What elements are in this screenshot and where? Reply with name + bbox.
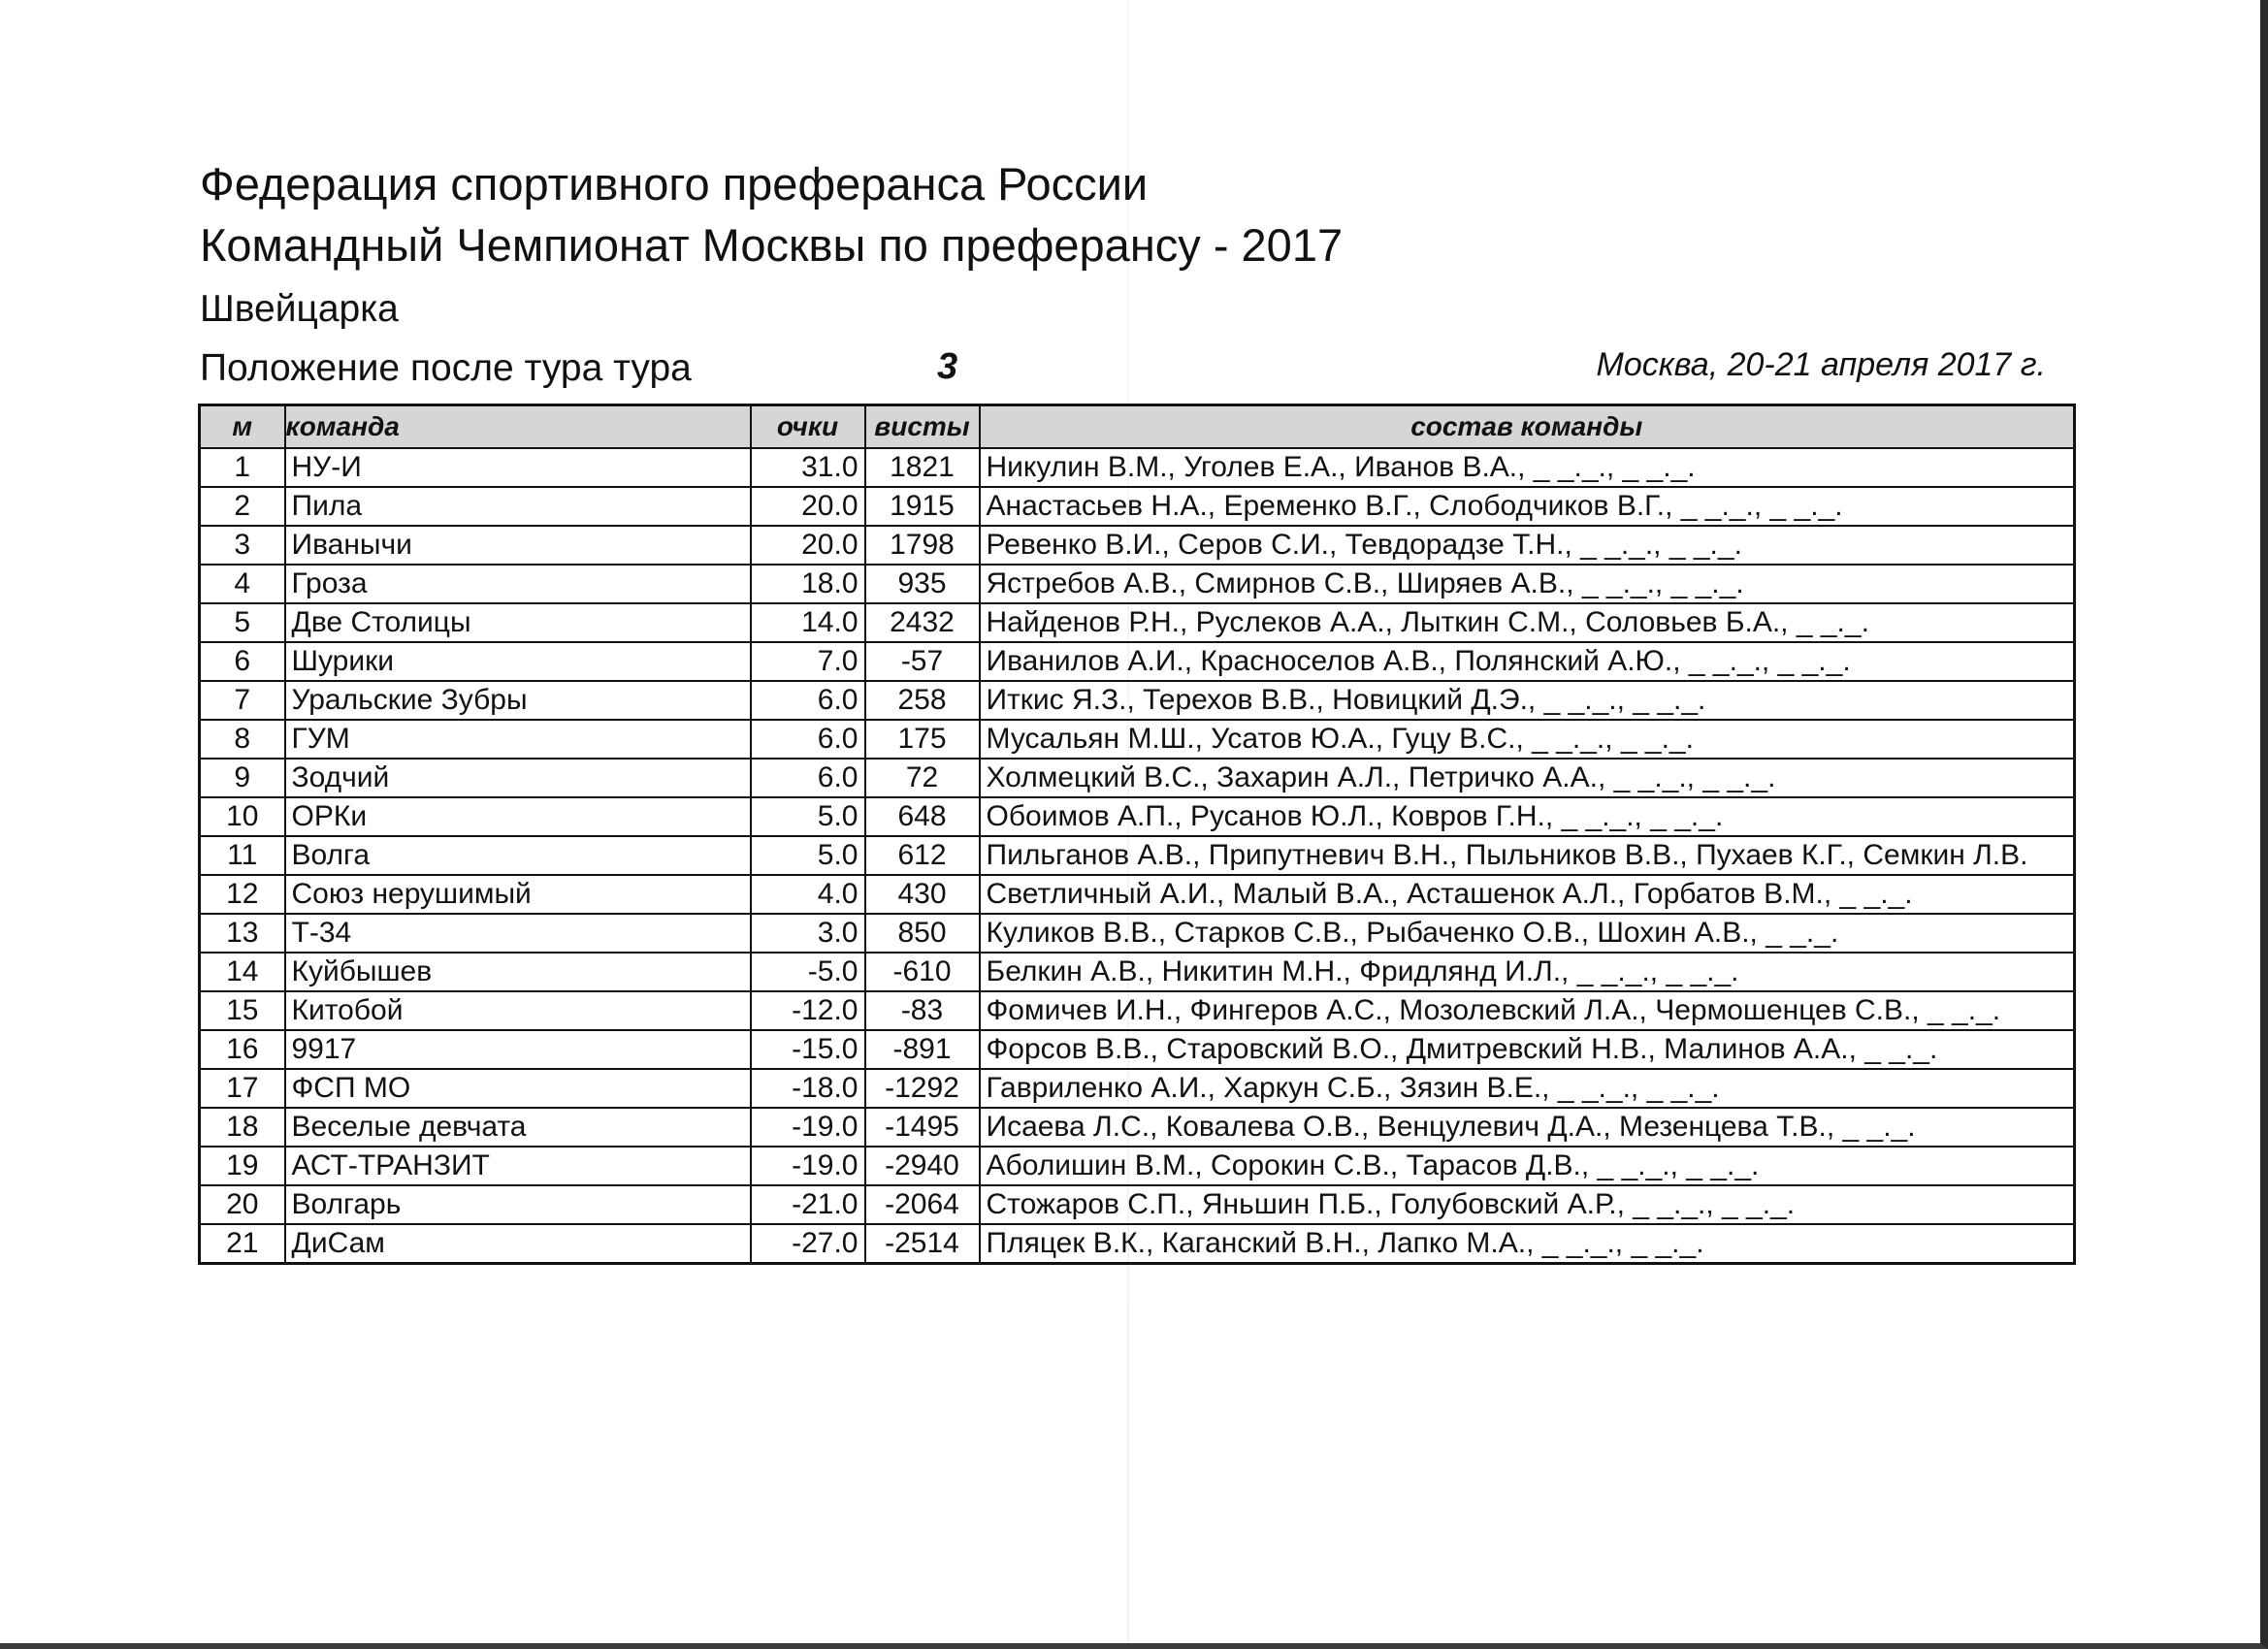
place-date: Москва, 20-21 апреля 2017 г. xyxy=(1596,346,2046,383)
round-number: 3 xyxy=(937,346,958,387)
standing-label: Положение после тура тура xyxy=(200,347,692,389)
team-cell: Уральские Зубры xyxy=(285,681,751,720)
whists-cell: -2064 xyxy=(865,1185,980,1224)
team-cell: Пила xyxy=(285,487,751,526)
table-row xyxy=(200,836,2075,875)
team-cell: Куйбышев xyxy=(285,953,751,991)
team-cell: ДиСам xyxy=(285,1224,751,1264)
members-cell: Белкин А.В., Никитин М.Н., Фридлянд И.Л., _ _._., _ _._. xyxy=(980,953,2075,991)
points-cell: -19.0 xyxy=(751,1108,865,1147)
whists-cell: 1798 xyxy=(865,526,980,565)
table-row xyxy=(200,565,2075,603)
team-cell: НУ-И xyxy=(285,448,751,487)
team-cell: АСТ-ТРАНЗИТ xyxy=(285,1147,751,1185)
points-cell: 4.0 xyxy=(751,875,865,914)
rank-cell: 19 xyxy=(200,1147,285,1185)
whists-cell: 935 xyxy=(865,565,980,603)
team-cell: Две Столицы xyxy=(285,603,751,642)
rank-cell: 15 xyxy=(200,991,285,1030)
rank-cell: 7 xyxy=(200,681,285,720)
whists-cell: -1495 xyxy=(865,1108,980,1147)
whists-cell: -610 xyxy=(865,953,980,991)
rank-cell: 10 xyxy=(200,797,285,836)
rank-cell: 12 xyxy=(200,875,285,914)
rank-cell: 18 xyxy=(200,1108,285,1147)
table-row xyxy=(200,914,2075,953)
rank-cell: 1 xyxy=(200,448,285,487)
team-cell: Шурики xyxy=(285,642,751,681)
team-cell: Веселые девчата xyxy=(285,1108,751,1147)
organization-title: Федерация спортивного преферанса России xyxy=(200,158,1149,210)
header-row xyxy=(200,405,2075,449)
whists-cell: 72 xyxy=(865,759,980,797)
points-cell: -18.0 xyxy=(751,1069,865,1108)
table-row xyxy=(200,1185,2075,1224)
rank-cell: 2 xyxy=(200,487,285,526)
team-cell: ОРКи xyxy=(285,797,751,836)
table-row xyxy=(200,603,2075,642)
points-cell: -21.0 xyxy=(751,1185,865,1224)
table-row xyxy=(200,448,2075,487)
col-header-team: команда xyxy=(285,405,751,449)
team-cell: Волгарь xyxy=(285,1185,751,1224)
rank-cell: 9 xyxy=(200,759,285,797)
team-cell: Волга xyxy=(285,836,751,875)
rank-cell: 17 xyxy=(200,1069,285,1108)
table-row xyxy=(200,875,2075,914)
members-cell: Иванилов А.И., Красноселов А.В., Полянский А.Ю., _ _._., _ _._. xyxy=(980,642,2075,681)
whists-cell: -2940 xyxy=(865,1147,980,1185)
whists-cell: 1915 xyxy=(865,487,980,526)
col-header-members: состав команды xyxy=(980,405,2075,449)
whists-cell: -1292 xyxy=(865,1069,980,1108)
team-cell: ГУМ xyxy=(285,720,751,759)
points-cell: -19.0 xyxy=(751,1147,865,1185)
members-cell: Исаева Л.С., Ковалева О.В., Венцулевич Д.А., Мезенцева Т.В., _ _._. xyxy=(980,1108,2075,1147)
members-cell: Анастасьев Н.А., Еременко В.Г., Слободчиков В.Г., _ _._., _ _._. xyxy=(980,487,2075,526)
table-row xyxy=(200,953,2075,991)
rank-cell: 20 xyxy=(200,1185,285,1224)
points-cell: -15.0 xyxy=(751,1030,865,1069)
members-cell: Стожаров С.П., Яньшин П.Б., Голубовский А.Р., _ _._., _ _._. xyxy=(980,1185,2075,1224)
standings-table xyxy=(198,404,2076,1265)
team-cell: ФСП МО xyxy=(285,1069,751,1108)
col-header-rank: м xyxy=(200,405,285,449)
whists-cell: 648 xyxy=(865,797,980,836)
team-cell: Гроза xyxy=(285,565,751,603)
points-cell: 3.0 xyxy=(751,914,865,953)
table-row xyxy=(200,1108,2075,1147)
rank-cell: 21 xyxy=(200,1224,285,1264)
whists-cell: 1821 xyxy=(865,448,980,487)
points-cell: 7.0 xyxy=(751,642,865,681)
members-cell: Мусальян М.Ш., Усатов Ю.А., Гуцу В.С., _ _._., _ _._. xyxy=(980,720,2075,759)
col-header-whists: висты xyxy=(865,405,980,449)
rank-cell: 3 xyxy=(200,526,285,565)
whists-cell: 2432 xyxy=(865,603,980,642)
members-cell: Форсов В.В., Старовский В.О., Дмитревский Н.В., Малинов А.А., _ _._. xyxy=(980,1030,2075,1069)
points-cell: -12.0 xyxy=(751,991,865,1030)
members-cell: Куликов В.В., Старков С.В., Рыбаченко О.В., Шохин А.В., _ _._. xyxy=(980,914,2075,953)
rank-cell: 6 xyxy=(200,642,285,681)
rank-cell: 4 xyxy=(200,565,285,603)
members-cell: Фомичев И.Н., Фингеров А.С., Мозолевский Л.А., Чермошенцев С.В., _ _._. xyxy=(980,991,2075,1030)
members-cell: Найденов Р.Н., Руслеков А.А., Лыткин С.М., Соловьев Б.А., _ _._. xyxy=(980,603,2075,642)
whists-cell: 612 xyxy=(865,836,980,875)
rank-cell: 11 xyxy=(200,836,285,875)
whists-cell: -83 xyxy=(865,991,980,1030)
rank-cell: 8 xyxy=(200,720,285,759)
members-cell: Иткис Я.З., Терехов В.В., Новицкий Д.Э., _ _._., _ _._. xyxy=(980,681,2075,720)
team-cell: Т-34 xyxy=(285,914,751,953)
points-cell: 18.0 xyxy=(751,565,865,603)
table-row xyxy=(200,759,2075,797)
points-cell: 20.0 xyxy=(751,487,865,526)
points-cell: -5.0 xyxy=(751,953,865,991)
table-row xyxy=(200,1069,2075,1108)
whists-cell: -2514 xyxy=(865,1224,980,1264)
points-cell: -27.0 xyxy=(751,1224,865,1264)
members-cell: Гавриленко А.И., Харкун С.Б., Зязин В.Е., _ _._., _ _._. xyxy=(980,1069,2075,1108)
table-row xyxy=(200,991,2075,1030)
table-row xyxy=(200,797,2075,836)
whists-cell: 175 xyxy=(865,720,980,759)
team-cell: Иванычи xyxy=(285,526,751,565)
members-cell: Аболишин В.М., Сорокин С.В., Тарасов Д.В., _ _._., _ _._. xyxy=(980,1147,2075,1185)
team-cell: Зодчий xyxy=(285,759,751,797)
points-cell: 6.0 xyxy=(751,720,865,759)
members-cell: Ястребов А.В., Смирнов С.В., Ширяев А.В., _ _._., _ _._. xyxy=(980,565,2075,603)
whists-cell: -57 xyxy=(865,642,980,681)
table-row xyxy=(200,487,2075,526)
members-cell: Светличный А.И., Малый В.А., Асташенок А.Л., Горбатов В.М., _ _._. xyxy=(980,875,2075,914)
whists-cell: -891 xyxy=(865,1030,980,1069)
points-cell: 5.0 xyxy=(751,797,865,836)
rank-cell: 14 xyxy=(200,953,285,991)
members-cell: Никулин В.М., Уголев Е.А., Иванов В.А., _ _._., _ _._. xyxy=(980,448,2075,487)
team-cell: Союз нерушимый xyxy=(285,875,751,914)
whists-cell: 430 xyxy=(865,875,980,914)
rank-cell: 5 xyxy=(200,603,285,642)
members-cell: Обоимов А.П., Русанов Ю.Л., Ковров Г.Н., _ _._., _ _._. xyxy=(980,797,2075,836)
table-row xyxy=(200,1224,2075,1264)
points-cell: 20.0 xyxy=(751,526,865,565)
col-header-points: очки xyxy=(751,405,865,449)
rank-cell: 16 xyxy=(200,1030,285,1069)
points-cell: 14.0 xyxy=(751,603,865,642)
members-cell: Пляцек В.К., Каганский В.Н., Лапко М.А., _ _._., _ _._. xyxy=(980,1224,2075,1264)
table-row xyxy=(200,1147,2075,1185)
points-cell: 6.0 xyxy=(751,681,865,720)
table-row xyxy=(200,1030,2075,1069)
points-cell: 6.0 xyxy=(751,759,865,797)
whists-cell: 850 xyxy=(865,914,980,953)
table-row xyxy=(200,642,2075,681)
rank-cell: 13 xyxy=(200,914,285,953)
points-cell: 5.0 xyxy=(751,836,865,875)
table-row xyxy=(200,720,2075,759)
members-cell: Ревенко В.И., Серов С.И., Тевдорадзе Т.Н., _ _._., _ _._. xyxy=(980,526,2075,565)
members-cell: Холмецкий В.С., Захарин А.Л., Петричко А.А., _ _._., _ _._. xyxy=(980,759,2075,797)
event-title: Командный Чемпионат Москвы по преферансу - 2017 xyxy=(200,219,1344,271)
table-row xyxy=(200,526,2075,565)
points-cell: 31.0 xyxy=(751,448,865,487)
team-cell: 9917 xyxy=(285,1030,751,1069)
table-row xyxy=(200,681,2075,720)
team-cell: Китобой xyxy=(285,991,751,1030)
members-cell: Пильганов А.В., Припутневич В.Н., Пыльников В.В., Пухаев К.Г., Семкин Л.В. xyxy=(980,836,2075,875)
format-label: Швейцарка xyxy=(200,288,399,330)
whists-cell: 258 xyxy=(865,681,980,720)
